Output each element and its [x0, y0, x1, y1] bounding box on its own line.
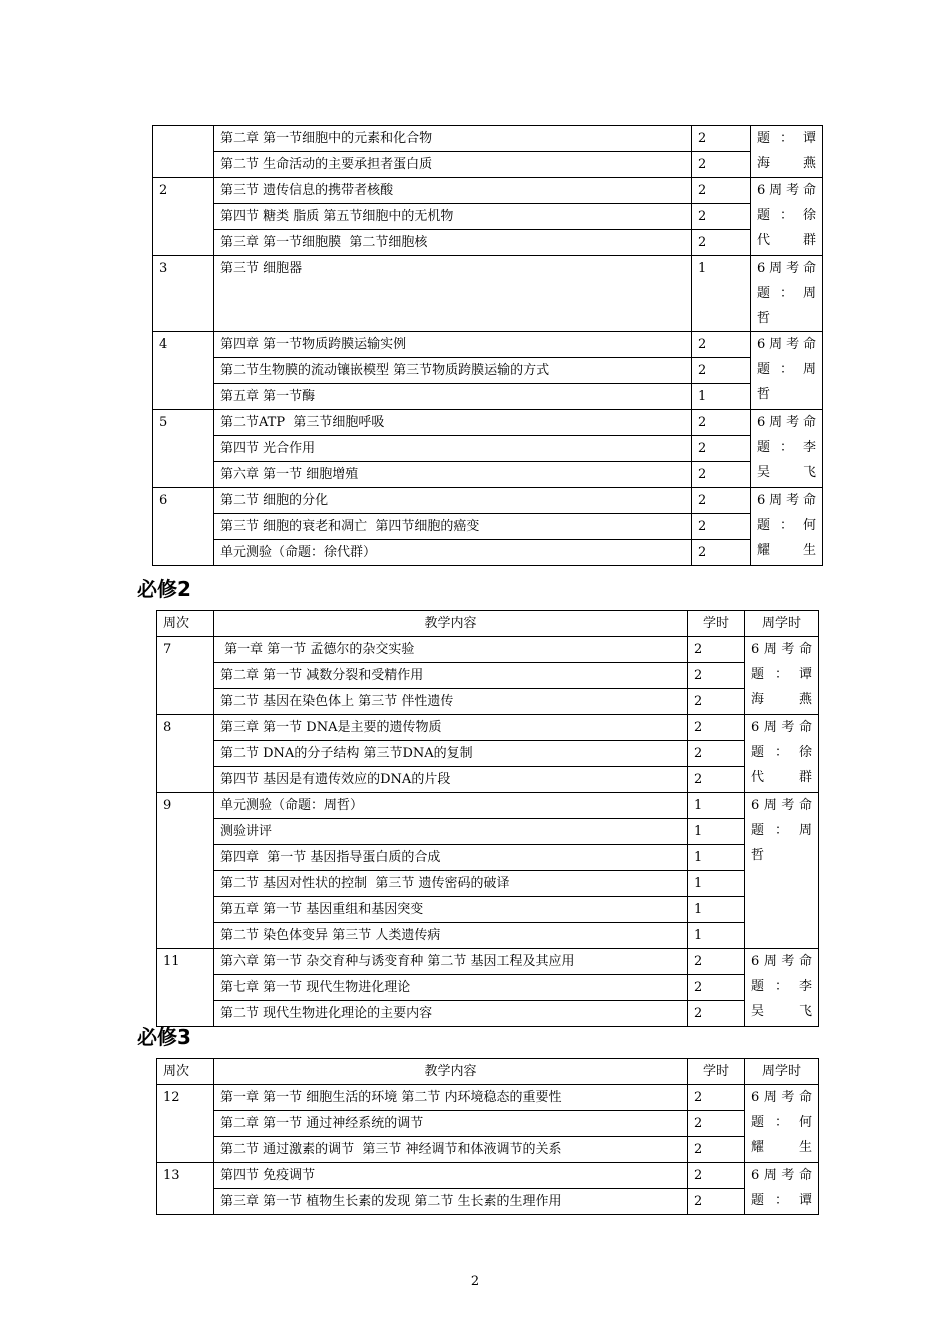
hours-cell: 2 [688, 949, 745, 975]
header-week: 周次 [157, 1059, 214, 1085]
hours-cell: 1 [688, 845, 745, 871]
weekly-note-cell [751, 256, 823, 332]
table-row [157, 871, 819, 897]
table-row [153, 410, 823, 436]
weekly-note-line: 6周考命 [751, 1090, 812, 1105]
table-row [153, 384, 823, 410]
header-weekly-hours: 周学时 [745, 1059, 819, 1085]
page-number: 2 [470, 1274, 480, 1289]
hours-cell: 2 [688, 663, 745, 689]
weekly-note [757, 332, 816, 407]
content-cell: 第四节 糖类 脂质 第五节细胞中的无机物 [214, 204, 692, 230]
weekly-note-line: 6周考命 [751, 642, 812, 657]
section-heading-bixiu3: 必修3 [137, 1025, 191, 1049]
weekly-note-line: 题 ： 徐 [757, 208, 816, 223]
table-row [157, 975, 819, 1001]
table-row [153, 332, 823, 358]
table-row [153, 178, 823, 204]
content-cell: 第四章 第一节物质跨膜运输实例 [214, 332, 692, 358]
weekly-note [757, 410, 816, 485]
content-cell: 测验讲评 [214, 819, 688, 845]
weekly-note [751, 1163, 812, 1213]
weekly-note-line: 6周考命 [757, 493, 816, 508]
weekly-note [757, 488, 816, 563]
week-cell: 12 [157, 1085, 214, 1163]
schedule-table-2 [156, 610, 819, 1027]
hours-cell: 2 [688, 715, 745, 741]
content-cell: 第四节 免疫调节 [214, 1163, 688, 1189]
table-row [153, 256, 823, 332]
hours-cell: 2 [692, 358, 751, 384]
table-row [153, 358, 823, 384]
section-heading-bixiu2: 必修2 [137, 577, 191, 601]
content-cell: 第二节 现代生物进化理论的主要内容 [214, 1001, 688, 1027]
table-row [157, 741, 819, 767]
weekly-note [757, 178, 816, 253]
weekly-note-cell [745, 637, 819, 715]
header-content: 教学内容 [214, 1059, 688, 1085]
weekly-note-line: 题 ： 徐 [751, 745, 812, 760]
hours-cell: 2 [692, 204, 751, 230]
table-row [157, 663, 819, 689]
content-cell: 单元测验（命题：周哲） [214, 793, 688, 819]
content-cell: 单元测验（命题：徐代群） [214, 540, 692, 566]
weekly-note [751, 637, 812, 712]
table-row [157, 949, 819, 975]
week-cell: 7 [157, 637, 214, 715]
content-cell: 第四章 第一节 基因指导蛋白质的合成 [214, 845, 688, 871]
header-hours: 学时 [688, 611, 745, 637]
content-cell: 第二节 基因在染色体上 第三节 伴性遗传 [214, 689, 688, 715]
content-cell: 第五章 第一节 基因重组和基因突变 [214, 897, 688, 923]
weekly-note-line: 题 ： 谭 [751, 667, 812, 682]
hours-cell: 1 [692, 256, 751, 332]
weekly-note-line: 6周考命 [757, 337, 816, 352]
table-row [157, 1189, 819, 1215]
content-cell: 第二节 DNA的分子结构 第三节DNA的复制 [214, 741, 688, 767]
content-cell: 第二节 生命活动的主要承担者蛋白质 [214, 152, 692, 178]
content-cell: 第二节ATP 第三节细胞呼吸 [214, 410, 692, 436]
table-row [153, 126, 823, 152]
week-cell: 5 [153, 410, 214, 488]
table-header-row [157, 611, 819, 637]
table-row [157, 923, 819, 949]
hours-cell: 1 [688, 793, 745, 819]
table-row [157, 1111, 819, 1137]
weekly-note-line: 题 ： 李 [757, 440, 816, 455]
content-cell: 第六章 第一节 杂交育种与诱变育种 第二节 基因工程及其应用 [214, 949, 688, 975]
schedule-table-1 [152, 125, 823, 566]
table-row [153, 540, 823, 566]
weekly-note-line: 题 ： 何 [757, 518, 816, 533]
weekly-note-line: 题 ： 谭 [757, 131, 816, 146]
weekly-note-line: 吴飞 [757, 465, 816, 480]
hours-cell: 2 [692, 178, 751, 204]
hours-cell: 2 [688, 767, 745, 793]
weekly-note-line: 海燕 [757, 156, 816, 171]
table-row [153, 436, 823, 462]
weekly-note-line: 6周考命 [757, 415, 816, 430]
weekly-note-line: 哲 [757, 311, 771, 326]
hours-cell: 2 [692, 230, 751, 256]
table-row [153, 230, 823, 256]
hours-cell: 2 [692, 126, 751, 152]
weekly-note-line: 题 ： 周 [757, 362, 816, 377]
table-row [157, 819, 819, 845]
content-cell: 第二节生物膜的流动镶嵌模型 第三节物质跨膜运输的方式 [214, 358, 692, 384]
table-row [157, 1001, 819, 1027]
weekly-note-cell [745, 1163, 819, 1215]
table-row [157, 715, 819, 741]
weekly-note-cell [751, 178, 823, 256]
content-cell: 第二节 细胞的分化 [214, 488, 692, 514]
weekly-note-cell [751, 410, 823, 488]
weekly-note-line: 哲 [751, 848, 765, 863]
week-cell: 13 [157, 1163, 214, 1215]
weekly-note-line: 6周考命 [751, 720, 812, 735]
weekly-note-line: 耀生 [751, 1140, 812, 1155]
content-cell: 第二章 第一节细胞中的元素和化合物 [214, 126, 692, 152]
content-cell: 第一章 第一节 孟德尔的杂交实验 [214, 637, 688, 663]
weekly-note-line: 6周考命 [751, 1168, 812, 1183]
hours-cell: 2 [692, 540, 751, 566]
weekly-note-line: 吴飞 [751, 1004, 812, 1019]
content-cell: 第三章 第一节 植物生长素的发现 第二节 生长素的生理作用 [214, 1189, 688, 1215]
content-cell: 第四节 基因是有遗传效应的DNA的片段 [214, 767, 688, 793]
week-cell [153, 126, 214, 178]
content-cell: 第二节 基因对性状的控制 第三节 遗传密码的破译 [214, 871, 688, 897]
header-content: 教学内容 [214, 611, 688, 637]
hours-cell: 2 [688, 1111, 745, 1137]
content-cell: 第三章 第一节细胞膜 第二节细胞核 [214, 230, 692, 256]
week-cell: 3 [153, 256, 214, 332]
hours-cell: 2 [692, 462, 751, 488]
weekly-note-cell [751, 488, 823, 566]
week-cell: 6 [153, 488, 214, 566]
content-cell: 第二章 第一节 减数分裂和受精作用 [214, 663, 688, 689]
hours-cell: 1 [692, 384, 751, 410]
weekly-note [751, 793, 812, 868]
week-cell: 4 [153, 332, 214, 410]
header-week: 周次 [157, 611, 214, 637]
hours-cell: 2 [688, 689, 745, 715]
hours-cell: 2 [688, 1163, 745, 1189]
table-row [157, 1137, 819, 1163]
content-cell: 第二节 染色体变异 第三节 人类遗传病 [214, 923, 688, 949]
weekly-note-line: 题 ： 何 [751, 1115, 812, 1130]
table-row [157, 793, 819, 819]
weekly-note-line: 题 ： 谭 [751, 1193, 812, 1208]
hours-cell: 2 [688, 975, 745, 1001]
weekly-note-line: 题 ： 周 [751, 823, 812, 838]
table-row [153, 514, 823, 540]
content-cell: 第七章 第一节 现代生物进化理论 [214, 975, 688, 1001]
schedule-table-3 [156, 1058, 819, 1215]
weekly-note-line: 代群 [751, 770, 812, 785]
weekly-note-cell [745, 949, 819, 1027]
table-row [153, 204, 823, 230]
weekly-note [757, 126, 816, 176]
hours-cell: 2 [692, 410, 751, 436]
table-row [153, 488, 823, 514]
week-cell: 8 [157, 715, 214, 793]
content-cell: 第三节 细胞的衰老和凋亡 第四节细胞的癌变 [214, 514, 692, 540]
hours-cell: 1 [688, 897, 745, 923]
content-cell: 第二节 通过激素的调节 第三节 神经调节和体液调节的关系 [214, 1137, 688, 1163]
table-row [153, 152, 823, 178]
hours-cell: 1 [688, 923, 745, 949]
weekly-note-cell [745, 793, 819, 949]
weekly-note [757, 256, 816, 331]
content-cell: 第三节 细胞器 [214, 256, 692, 332]
hours-cell: 2 [688, 1189, 745, 1215]
weekly-note-line: 6周考命 [751, 798, 812, 813]
table-row [157, 845, 819, 871]
table-row [157, 689, 819, 715]
table-row [157, 767, 819, 793]
weekly-note [751, 1085, 812, 1160]
hours-cell: 2 [692, 514, 751, 540]
weekly-note-line: 6周考命 [757, 183, 816, 198]
hours-cell: 2 [688, 637, 745, 663]
weekly-note-line: 题 ： 李 [751, 979, 812, 994]
content-cell: 第三章 第一节 DNA是主要的遗传物质 [214, 715, 688, 741]
table-row [153, 462, 823, 488]
week-cell: 11 [157, 949, 214, 1027]
header-weekly-hours: 周学时 [745, 611, 819, 637]
hours-cell: 2 [688, 1001, 745, 1027]
weekly-note-cell [751, 332, 823, 410]
week-cell: 9 [157, 793, 214, 949]
hours-cell: 2 [692, 152, 751, 178]
weekly-note-line: 代群 [757, 233, 816, 248]
weekly-note [751, 715, 812, 790]
hours-cell: 2 [688, 741, 745, 767]
week-cell: 2 [153, 178, 214, 256]
weekly-note-cell [745, 715, 819, 793]
content-cell: 第二章 第一节 通过神经系统的调节 [214, 1111, 688, 1137]
weekly-note-cell [751, 126, 823, 178]
weekly-note-line: 6周考命 [757, 261, 816, 276]
hours-cell: 2 [692, 488, 751, 514]
hours-cell: 2 [688, 1085, 745, 1111]
content-cell: 第一章 第一节 细胞生活的环境 第二节 内环境稳态的重要性 [214, 1085, 688, 1111]
weekly-note-cell [745, 1085, 819, 1163]
content-cell: 第四节 光合作用 [214, 436, 692, 462]
hours-cell: 1 [688, 871, 745, 897]
weekly-note-line: 6周考命 [751, 954, 812, 969]
weekly-note-line: 耀生 [757, 543, 816, 558]
hours-cell: 2 [688, 1137, 745, 1163]
content-cell: 第六章 第一节 细胞增殖 [214, 462, 692, 488]
hours-cell: 1 [688, 819, 745, 845]
hours-cell: 2 [692, 332, 751, 358]
header-hours: 学时 [688, 1059, 745, 1085]
table-row [157, 897, 819, 923]
hours-cell: 2 [692, 436, 751, 462]
content-cell: 第三节 遗传信息的携带者核酸 [214, 178, 692, 204]
table-row [157, 637, 819, 663]
weekly-note [751, 949, 812, 1024]
weekly-note-line: 题 ： 周 [757, 286, 816, 301]
table-row [157, 1163, 819, 1189]
weekly-note-line: 海燕 [751, 692, 812, 707]
table-header-row [157, 1059, 819, 1085]
table-row [157, 1085, 819, 1111]
weekly-note-line: 哲 [757, 387, 771, 402]
content-cell: 第五章 第一节酶 [214, 384, 692, 410]
